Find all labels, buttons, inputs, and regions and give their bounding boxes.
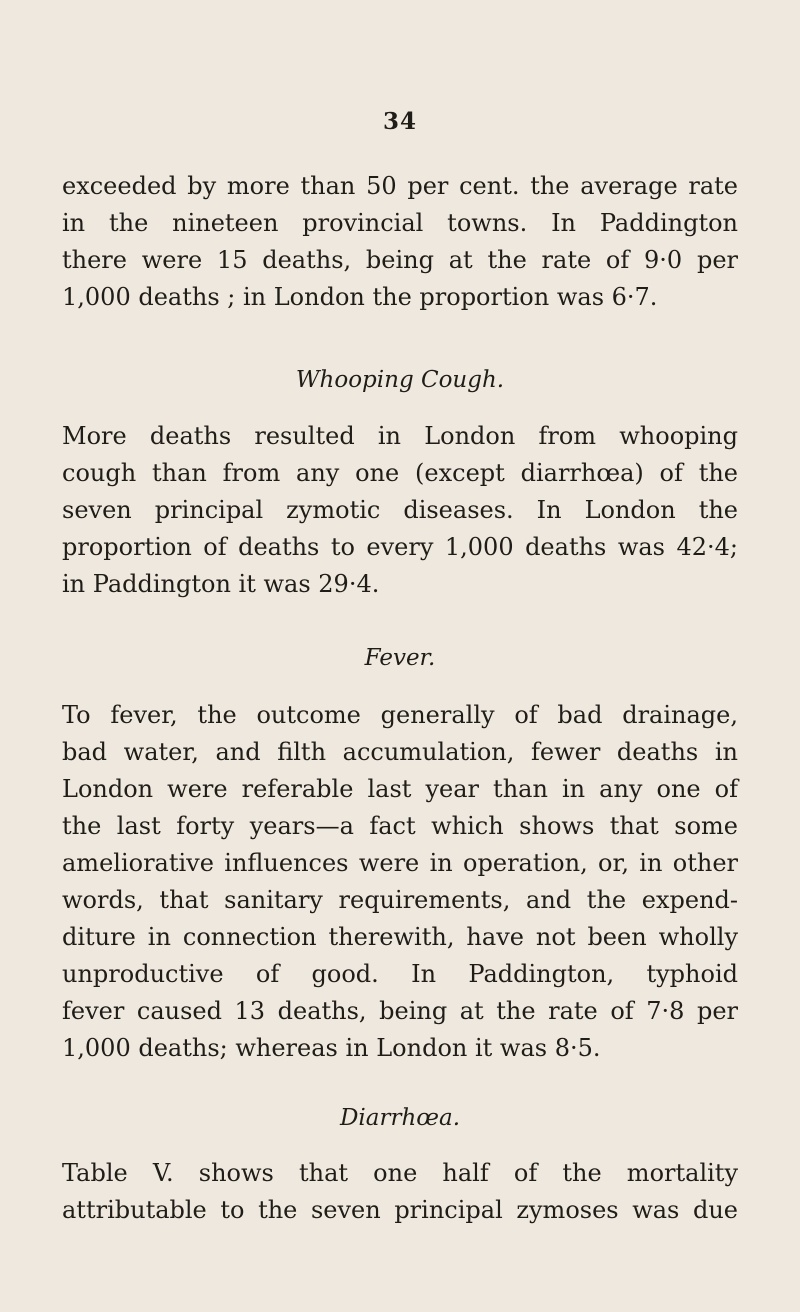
text-line: seven principal zymotic diseases. In London the <box>62 496 738 524</box>
text-line: in Paddington it was 29·4. <box>62 570 380 598</box>
text-line: there were 15 deaths, being at the rate of 9·0 per <box>62 246 738 274</box>
text-line: words, that sanitary requirements, and the expend- <box>62 886 738 914</box>
text-line: unproductive of good. In Paddington, typhoid <box>62 960 738 988</box>
paragraph-fever <box>62 697 738 1067</box>
text-line: 1,000 deaths; whereas in London it was 8·5. <box>62 1034 601 1062</box>
text-line: Table V. shows that one half of the mortality <box>62 1159 738 1187</box>
text-line: 1,000 deaths ; in London the proportion was 6·7. <box>62 283 658 311</box>
text-line: proportion of deaths to every 1,000 deaths was 42·4; <box>62 533 738 561</box>
text-line: exceeded by more than 50 per cent. the average rate <box>62 172 738 200</box>
text-line: diture in connection therewith, have not been wholly <box>62 923 738 951</box>
text-line: in the nineteen provincial towns. In Paddington <box>62 209 738 237</box>
section-heading-fever: Fever. <box>364 645 436 671</box>
text-line: fever caused 13 deaths, being at the rate of 7·8 per <box>62 997 738 1025</box>
text-line: attributable to the seven principal zymoses was due <box>62 1196 738 1224</box>
section-heading-whooping-cough: Whooping Cough. <box>295 367 505 393</box>
text-line: ameliorative influences were in operation, or, in other <box>62 849 738 877</box>
text-line: London were referable last year than in any one of <box>62 775 738 803</box>
paragraph-whooping-cough <box>62 418 738 603</box>
text-line: More deaths resulted in London from whooping <box>62 422 738 450</box>
text-line: To fever, the outcome generally of bad drainage, <box>62 701 738 729</box>
page-number: 34 <box>382 108 417 135</box>
paragraph-intro <box>62 168 738 316</box>
text-line: the last forty years—a fact which shows that some <box>62 812 738 840</box>
section-heading-diarrhoea: Diarrhœa. <box>339 1105 461 1131</box>
text-line: bad water, and filth accumulation, fewer deaths in <box>62 738 738 766</box>
paragraph-diarrhoea <box>62 1155 738 1229</box>
text-line: cough than from any one (except diarrhœa) of the <box>62 459 738 487</box>
